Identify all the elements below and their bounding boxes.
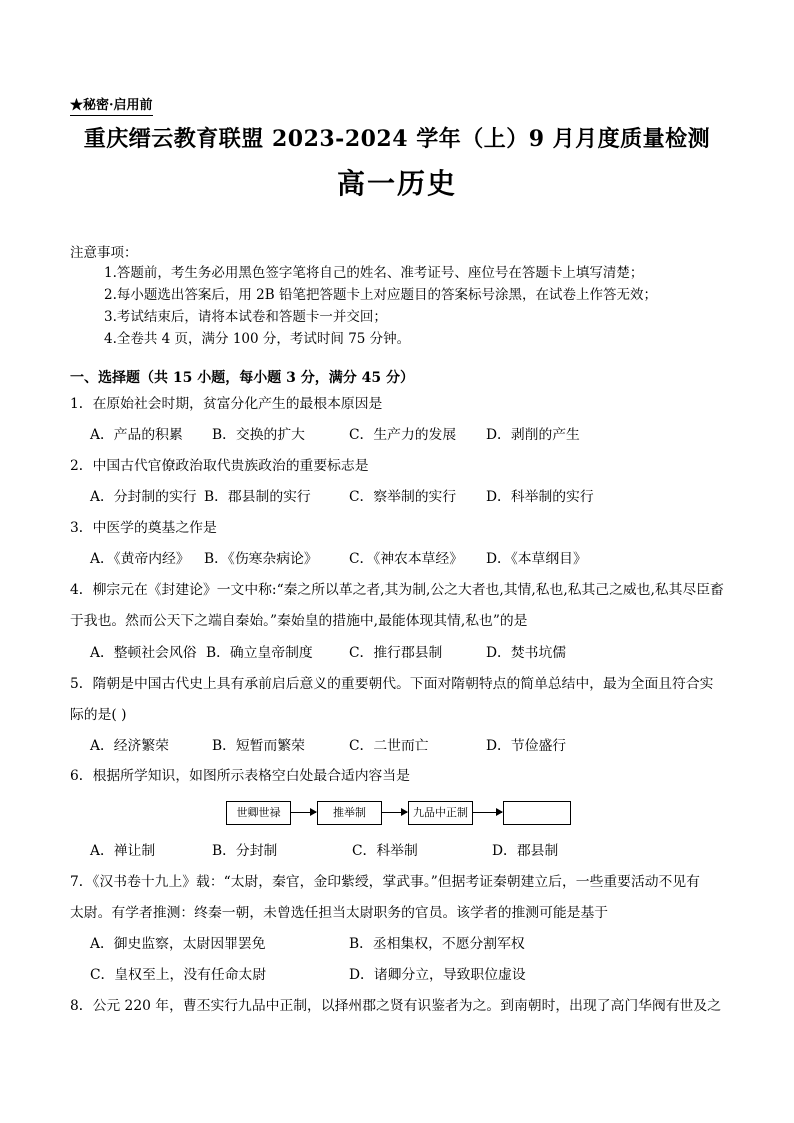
flow-arrow [381, 812, 407, 813]
option-d: D．节俭盛行 [486, 738, 567, 754]
option-c: C．推行郡县制 [349, 645, 443, 661]
option-c: C．察举制的实行 [349, 489, 457, 505]
exam-title: 重庆缙云教育联盟 2023-2024 学年（上）9 月月度质量检测 [83, 126, 711, 152]
confidential-badge: ★秘密·启用前 [70, 97, 153, 116]
option-d: D．《本草纲目》 [486, 551, 587, 567]
question-stem: 际的是( ) [70, 707, 127, 723]
question-stem: 3．中医学的奠基之作是 [70, 520, 217, 536]
question-stem: 5．隋朝是中国古代史上具有承前启后意义的重要朝代。下面对隋朝特点的简单总结中，最为全面且符合实 [70, 676, 714, 692]
option-d: D．科举制的实行 [486, 489, 594, 505]
question-stem: 于我也。然而公天下之端自秦始。”秦始皇的措施中,最能体现其情,私也”的是 [70, 613, 528, 629]
question-stem: 2．中国古代官僚政治取代贵族政治的重要标志是 [70, 458, 369, 474]
question-stem: 4．柳宗元在《封建论》一文中称:“秦之所以革之者,其为制,公之大者也,其情,私也,私其己之威也,私其尽臣畜 [70, 582, 724, 598]
flow-blank-box [503, 801, 571, 825]
option-a: A．经济繁荣 [90, 738, 169, 754]
notice-heading: 注意事项： [70, 245, 138, 261]
question-stem: 8．公元 220 年，曹丕实行九品中正制，以择州郡之贤有识鉴者为之。到南朝时，出现了高门华阀有世及之 [70, 998, 721, 1014]
option-c: C．皇权至上，没有任命太尉 [90, 967, 267, 983]
flow-arrow [290, 812, 316, 813]
option-b: B．短暂而繁荣 [212, 738, 305, 754]
flow-diagram [226, 801, 571, 827]
option-a: A．整顿社会风俗 [90, 645, 197, 661]
option-a: A．御史监察，太尉因罪罢免 [90, 936, 266, 952]
option-c: C．生产力的发展 [349, 427, 457, 443]
option-d: D．郡县制 [492, 843, 559, 859]
option-b: B．《伤寒杂病论》 [204, 551, 318, 567]
question-stem: 太尉。有学者推测：终秦一朝，未曾选任担当太尉职务的官员。该学者的推测可能是基于 [70, 905, 609, 921]
option-a: A．《黄帝内经》 [90, 551, 190, 567]
option-d: D．焚书坑儒 [486, 645, 567, 661]
option-a: A．分封制的实行 [90, 489, 197, 505]
question-stem: 1．在原始社会时期，贫富分化产生的最根本原因是 [70, 396, 383, 412]
exam-subject: 高一历史 [336, 167, 457, 200]
notice-item: 3.考试结束后，请将本试卷和答题卡一并交回； [104, 309, 387, 325]
option-b: B．郡县制的实行 [204, 489, 311, 505]
option-b: B．分封制 [212, 843, 278, 859]
flow-box: 推举制 [317, 801, 382, 825]
question-stem: 6．根据所学知识，如图所示表格空白处最合适内容当是 [70, 768, 410, 784]
option-a: A．禅让制 [90, 843, 156, 859]
flow-box: 九品中正制 [408, 801, 473, 825]
flow-arrow [472, 812, 502, 813]
question-stem: 7．《汉书卷十九上》载：“太尉，秦官，金印紫绶，掌武事。”但据考证秦朝建立后，一些重要活动不见有 [70, 874, 700, 890]
option-a: A．产品的积累 [90, 427, 183, 443]
section-heading: 一、选择题（共 15 小题，每小题 3 分，满分 45 分） [70, 370, 414, 386]
option-c: C．《神农本草经》 [349, 551, 464, 567]
notice-item: 1.答题前，考生务必用黑色签字笔将自己的姓名、准考证号、座位号在答题卡上填写清楚； [104, 265, 644, 281]
notice-item: 4.全卷共 4 页，满分 100 分，考试时间 75 分钟。 [104, 331, 411, 347]
option-b: B．交换的扩大 [212, 427, 305, 443]
flow-box: 世卿世禄 [226, 801, 291, 825]
notice-item: 2.每小题选出答案后，用 2B 铅笔把答题卡上对应题目的答案标号涂黑，在试卷上作答无效； [104, 287, 657, 303]
option-d: D．诸卿分立，导致职位虚设 [349, 967, 526, 983]
option-c: C．科举制 [352, 843, 418, 859]
option-d: D．剥削的产生 [486, 427, 580, 443]
option-b: B．丞相集权，不愿分割军权 [349, 936, 525, 952]
option-c: C．二世而亡 [349, 738, 429, 754]
option-b: B．确立皇帝制度 [206, 645, 313, 661]
